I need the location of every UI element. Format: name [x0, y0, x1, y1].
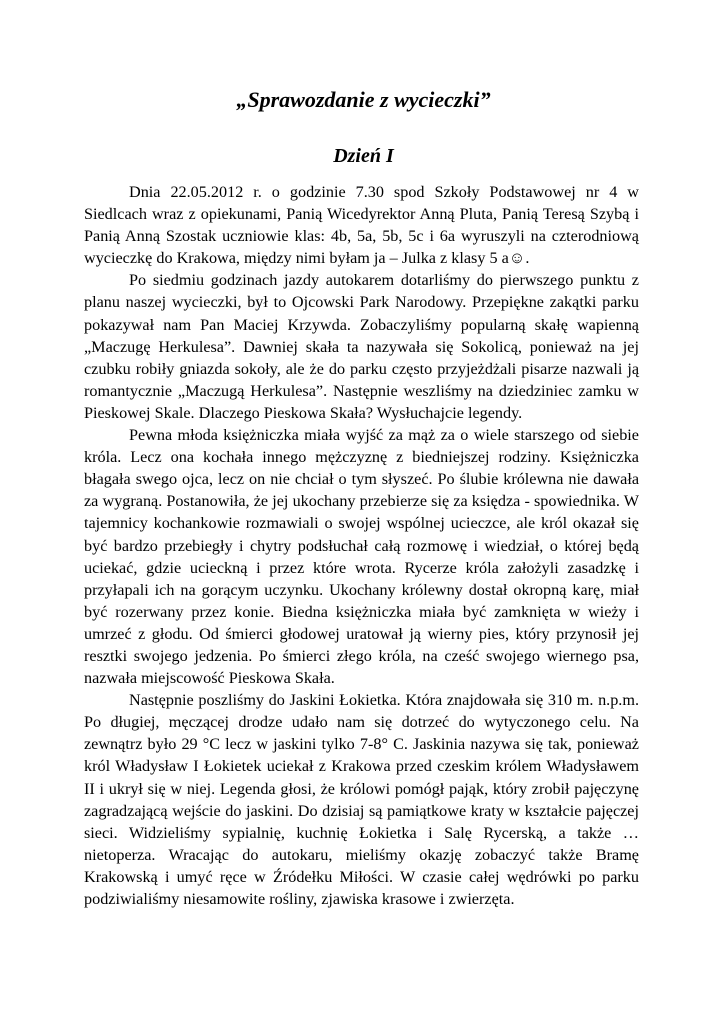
paragraph-ojcow-park: Po siedmiu godzinach jazdy autokarem dotarliśmy do pierwszego punktu z planu naszej wycieczki, był to Ojcowski Park Narodowy. Przepiękne zakątki parku pokazywał nam Pan Maciej Krzywda. Zobaczyliśmy popularną skałę wapienną „Maczugę Herkulesa”. Dawniej skała ta nazywała się Sokolicą, ponieważ na jej czubku robiły gniazda sokoły, ale że do parku często przyjeżdżali pisarze nazwali ją romantycznie „Maczugą Herkulesa”. Następnie weszliśmy na dziedziniec zamku w Pieskowej Skale. Dlaczego Pieskowa Skała? Wysłuchajcie legendy. [84, 271, 639, 422]
paragraph-trip-start: Dnia 22.05.2012 r. o godzinie 7.30 spod Szkoły Podstawowej nr 4 w Siedlcach wraz z opiekunami, Panią Wicedyrektor Anną Pluta, Panią Teresą Szybą i Panią Anną Szostak uczniowie klas: 4b, 5a, 5b, 5c i 6a wyruszyli na czterodniową wycieczkę do Krakowa, między nimi byłam ja – Julka z klasy 5 a☺. [84, 183, 639, 268]
report-body [84, 181, 639, 910]
paragraph-legend: Pewna młoda księżniczka miała wyjść za mąż za o wiele starszego od siebie króla. Lecz ona kochała innego mężczyznę z biedniejszej rodziny. Księżniczka błagała swego ojca, lecz on nie chciał o tym słyszeć. Po ślubie królewna nie dawała za wygraną. Postanowiła, że jej ukochany przebierze się za księdza - spowiednika. W tajemnicy kochankowie rozmawiali o swojej wspólnej ucieczce, ale król okazał się być bardzo przebiegły i chytry podsłuchał całą rozmowę i wiedział, o której będą uciekać, gdzie ucieckną i przez które wrota. Rycerze króla założyli zasadzkę i przyłapali ich na gorącym uczynku. Ukochany królewny dostał okropną karę, miał być rozerwany przez konie. Biedna księżniczka miała być zamknięta w wieży i umrzeć z głodu. Od śmierci głodowej uratował ją wierny pies, który przynosił jej resztki swojego jedzenia. Po śmierci złego króla, na cześć swojego wiernego psa, nazwała miejscowość Pieskowa Skała. [84, 426, 639, 688]
paragraph-lokietek-cave: Następnie poszliśmy do Jaskini Łokietka. Która znajdowała się 310 m. n.p.m. Po długiej, męczącej drodze udało nam się dotrzeć do wytyczonego celu. Na zewnątrz było 29 °C lecz w jaskini tylko 7-8° C. Jaskinia nazywa się tak, ponieważ król Władysław I Łokietek uciekał z Krakowa przed czeskim królem Władysławem II i ukrył się w niej. Legenda głosi, że królowi pomógł pająk, który zrobił pajęczynę zagradzającą wejście do jaskini. Do dzisiaj są pamiątkowe kraty w kształcie pajęczej sieci. Widzieliśmy sypialnię, kuchnię Łokietka i Salę Rycerską, a także … nietoperza. Wracając do autokaru, mieliśmy okazję zobaczyć także Bramę Krakowską i umyć ręce w Źródełku Miłości. W czasie całej wędrówki po parku podziwialiśmy niesamowite rośliny, zjawiska krasowe i zwierzęta. [84, 691, 639, 908]
day-heading-wrapper [0, 143, 727, 169]
document-title: „Sprawozdanie z wycieczki” [236, 87, 491, 112]
day-heading: Dzień I [333, 145, 394, 167]
